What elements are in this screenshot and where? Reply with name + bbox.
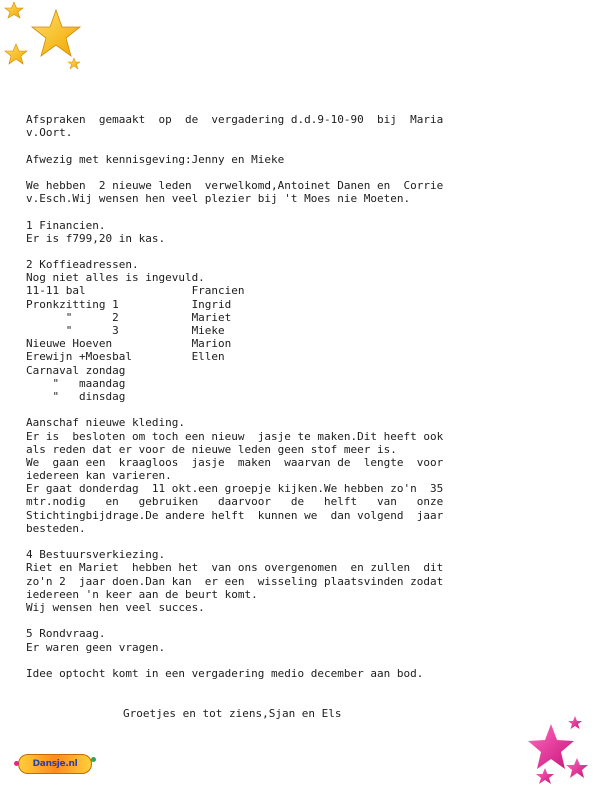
- text-line: " 2 Mariet: [26, 310, 232, 324]
- text-line: 4 Bestuursverkiezing.: [26, 548, 166, 562]
- text-line: Wij wensen hen veel succes.: [26, 600, 205, 614]
- pink-stars-icon: [515, 712, 595, 794]
- text-line: Riet en Mariet hebben het van ons overgenomen en zullen dit: [26, 561, 444, 575]
- text-line: Stichtingbijdrage.De andere helft kunnen we dan volgend jaar: [26, 508, 444, 522]
- blank-line: [26, 166, 566, 179]
- text-line: 5 Rondvraag.: [26, 627, 106, 641]
- text-line: " dinsdag: [26, 389, 126, 403]
- blank-line: [26, 654, 566, 667]
- signoff-line: Groetjes en tot ziens,Sjan en Els: [123, 707, 342, 720]
- gold-stars-icon: [0, 0, 95, 80]
- logo-text: Dansje.nl: [32, 759, 78, 769]
- blank-line: [26, 245, 566, 258]
- text-line: mtr.nodig en gebruiken daarvoor de helft van onze: [26, 495, 444, 509]
- text-line: v.Esch.Wij wensen hen veel plezier bij 't Moes nie Moeten.: [26, 192, 411, 206]
- text-line: Erewijn +Moesbal Ellen: [26, 350, 225, 364]
- blank-line: [26, 535, 566, 548]
- text-line: Er waren geen vragen.: [26, 640, 166, 654]
- text-line: iedereen kan varieren.: [26, 469, 172, 483]
- text-line: Idee optocht komt in een vergadering medio december aan bod.: [26, 666, 424, 680]
- text-line: als reden dat er voor de nieuwe leden geen stof meer is.: [26, 442, 397, 456]
- text-line: Afspraken gemaakt op de vergadering d.d.9-10-90 bij Maria: [26, 113, 444, 126]
- document-body: [26, 113, 566, 680]
- text-line: Aanschaf nieuwe kleding.: [26, 416, 185, 430]
- blank-line: [26, 614, 566, 627]
- text-line: Carnaval zondag: [26, 363, 126, 377]
- text-line: " maandag: [26, 376, 126, 390]
- text-line: Er gaat donderdag 11 okt.een groepje kijken.We hebben zo'n 35: [26, 482, 444, 496]
- blank-line: [26, 403, 566, 416]
- text-line: We hebben 2 nieuwe leden verwelkomd,Antoinet Danen en Corrie: [26, 178, 444, 192]
- text-line: Er is f799,20 in kas.: [26, 231, 166, 245]
- text-line: iedereen 'n keer aan de beurt komt.: [26, 587, 258, 601]
- text-line: Pronkzitting 1 Ingrid: [26, 297, 232, 311]
- text-line: 2 Koffieadressen.: [26, 258, 139, 272]
- text-line: We gaan een kraagloos jasje maken waarvan de lengte voor: [26, 455, 444, 469]
- text-line: zo'n 2 jaar doen.Dan kan er een wisseling plaatsvinden zodat: [26, 574, 444, 588]
- text-line: Nieuwe Hoeven Marion: [26, 337, 232, 351]
- text-line: 11-11 bal Francien: [26, 284, 245, 298]
- text-line: 1 Financien.: [26, 218, 106, 232]
- text-line: besteden.: [26, 521, 86, 535]
- text-line: Er is besloten om toch een nieuw jasje te maken.Dit heeft ook: [26, 429, 444, 443]
- text-line: Afwezig met kennisgeving:Jenny en Mieke: [26, 152, 285, 166]
- site-logo-icon: [18, 754, 92, 774]
- blank-line: [26, 205, 566, 218]
- text-line: " 3 Mieke: [26, 324, 225, 337]
- text-line: Nog niet alles is ingevuld.: [26, 271, 205, 285]
- text-line: v.Oort.: [26, 126, 73, 140]
- blank-line: [26, 139, 566, 152]
